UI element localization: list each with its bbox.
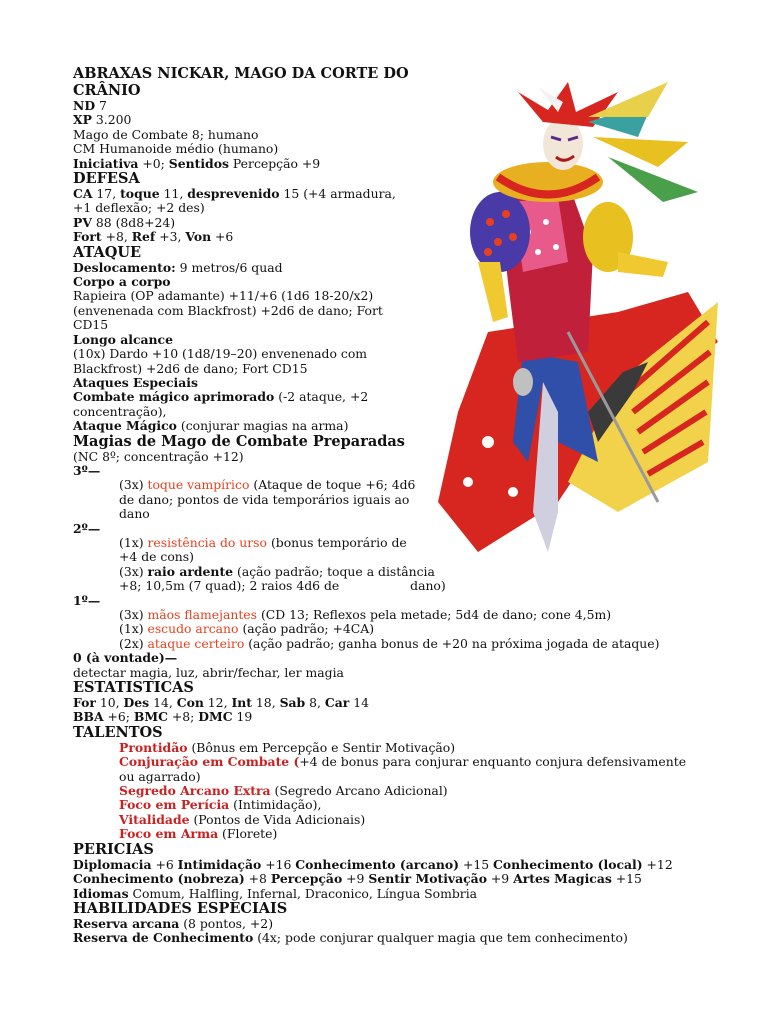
bmc-value: +8; [167,709,199,725]
skill-label: Percepção [270,871,343,887]
idiomas-label: Idiomas [73,885,129,901]
heading-ataque: ATAQUE [73,243,142,261]
heading-magias: Magias de Mago de Combate Preparadas [73,432,405,450]
nd-value: 7 [99,98,107,113]
spell-desc: (bonus temporário de +4 de cons) [119,534,407,565]
senses-label: Sentidos [168,155,229,171]
pv-value: 88 (8d8+24) [91,214,176,230]
desprevenido-label: desprevenido [187,186,280,202]
xp-value: 3.200 [95,112,132,128]
class-line: Mago de Combate 8; humano [73,126,259,142]
ca-label: CA [73,186,93,202]
skill-value: +15 [611,871,642,887]
skill-label: Intimidação [177,856,262,872]
spell-qty: (3x) [119,477,148,493]
spell-maos-flamejantes: mãos flamejantes [147,607,257,622]
sab-label: Sab [279,695,306,711]
bmc-label: BMC [133,709,168,725]
ability-scores [73,696,713,710]
feat-desc: (Bônus em Percepção e Sentir Motivação) [187,739,456,755]
feat-desc: (Pontos de Vida Adicionais) [189,811,366,827]
feat-vitalidade: Vitalidade [119,811,190,827]
spell-ataque-certeiro: ataque certeiro [147,635,245,651]
reserva-conhecimento-label: Reserva de Conhecimento [73,930,254,946]
des-value: 14, [149,695,177,711]
longo-alcance-label: Longo alcance [73,331,173,347]
skill-value: +8 [244,871,271,887]
feat-foco-em-pericia: Foco em Perícia [119,797,230,813]
page-title: ABRAXAS NICKAR, MAGO DA CORTE DO CRÂNIO [73,65,409,99]
skill-value: +15 [459,856,494,872]
dmc-value: 19 [232,709,253,725]
spell-escudo-arcano: escudo arcano [147,621,239,637]
ca-value: 17, [92,186,121,202]
level-3-label: 3º— [73,462,101,478]
skill-value: +6 [151,856,178,872]
corpo-a-corpo-value: Rapieira (OP adamante) +11/+6 (1d6 18-20/x2) (envenenada com Blackfrost) +2d6 de dano; Fort CD15 [73,288,383,333]
spell-resistencia-do-urso: resistência do urso [147,534,267,550]
level-2-label: 2º— [73,520,101,536]
corpo-a-corpo-label: Corpo a corpo [73,274,171,290]
level-1-label: 1º— [73,592,101,608]
spell-desc: (ação padrão; ganha bonus de +20 na próxima jogada de ataque) [244,635,660,651]
feat-conjuracao-em-combate: Conjuração em Combate ( [119,754,300,770]
spell-desc: (Ataque de toque +6; 4d6 de dano; pontos de vida temporários iguais ao dano [119,477,416,522]
combate-magico-label: Combate mágico aprimorado [73,389,275,405]
heading-talentos: TALENTOS [73,723,163,741]
fort-label: Fort [73,229,102,245]
skill-value: +9 [342,871,369,887]
bba-value: +6; [103,709,134,725]
spell-toque-vampirico: toque vampírico [147,477,250,493]
for-value: 10, [95,695,124,711]
int-label: Int [231,695,252,711]
skill-label: Diplomacia [73,856,152,872]
feat-foco-em-arma: Foco em Arma [119,826,219,842]
feat-desc: +4 de bonus para conjurar enquanto conjura defensivamente ou agarrado) [119,754,687,784]
con-label: Con [176,695,204,711]
dmc-label: DMC [198,709,233,725]
ref-value: +3, [155,229,186,245]
pv-label: PV [73,214,92,230]
skill-label: Conhecimento (arcano) [295,856,460,872]
des-label: Des [123,695,150,711]
spell-desc: (ação padrão; +4CA) [238,621,375,637]
car-label: Car [324,695,350,711]
feat-desc: (Segredo Arcano Adicional) [270,783,448,799]
spell-qty: (1x) [119,621,148,637]
spell-raio-ardente: raio ardente [147,563,234,579]
reserva-arcana-value: (8 pontos, +2) [179,915,274,931]
von-value: +6 [211,229,234,245]
init-label: Iniciativa [73,155,139,171]
longo-alcance-value: (10x) Dardo +10 (1d8/19–20) envenenado com Blackfrost) +2d6 de dano; Fort CD15 [73,346,368,376]
skill-value: +12 [642,856,673,872]
con-value: 12, [203,695,232,711]
ataque-magico-value: (conjurar magias na arma) [176,418,349,434]
combat-stats [73,710,713,724]
level-0-label: 0 (à vontade)— [73,650,178,666]
init-value: +0; [138,155,169,171]
heading-habilidades: HABILIDADES ESPECIAIS [73,899,288,917]
heading-defesa: DEFESA [73,170,140,188]
von-label: Von [185,229,212,245]
ataques-especiais-label: Ataques Especiais [73,374,198,390]
cantrips: detectar magia, luz, abrir/fechar, ler magia [73,664,344,680]
nd-label: ND [73,98,96,113]
feat-desc: (Florete) [218,826,278,842]
skill-label: Artes Magicas [513,871,612,887]
skill-label: Sentir Motivação [368,871,487,887]
skill-value: +16 [261,856,296,872]
int-value: 18, [251,695,280,711]
spell-qty: (3x) [119,563,148,579]
combate-magico-value: (-2 ataque, +2 concentração), [73,389,369,419]
nc-line: (NC 8º; concentração +12) [73,448,244,464]
xp-label: XP [73,112,92,128]
toque-value: 11, [159,186,188,202]
for-label: For [73,695,96,711]
heading-estatisticas: ESTATISTICAS [73,679,194,697]
deslocamento-label: Deslocamento: [73,259,176,275]
spell-qty: (2x) [119,635,148,651]
sab-value: 8, [305,695,325,711]
type-line: CM Humanoide médio (humano) [73,141,279,157]
spell-desc: (ação padrão; toque a distância +8; 10,5m (7 quad); 2 raios 4d6 de dano) [119,563,446,594]
reserva-conhecimento-value: (4x; pode conjurar qualquer magia que tem conhecimento) [253,930,628,946]
feat-prontidao: Prontidão [119,739,188,755]
skill-label: Conhecimento (local) [493,856,643,872]
feat-desc: (Intimidação), [229,797,322,813]
stat-block [73,66,713,946]
skill-label: Conhecimento (nobreza) [73,871,245,887]
heading-pericias: PERICIAS [73,840,154,858]
reserva-arcana-label: Reserva arcana [73,915,180,931]
bba-label: BBA [73,709,104,725]
ataque-magico-label: Ataque Mágico [73,418,177,434]
spell-qty: (3x) [119,607,148,622]
senses-value: Percepção +9 [228,155,321,171]
desprevenido-value: 15 (+4 armadura, +1 deflexão; +2 des) [73,186,396,216]
skill-value: +9 [486,871,514,887]
idiomas-value: Comum, Halfling, Infernal, Draconico, Língua Sombria [128,885,478,901]
car-value: 14 [349,695,370,711]
ref-label: Ref [131,229,156,245]
spell-qty: (1x) [119,534,148,550]
deslocamento-value: 9 metros/6 quad [175,259,283,275]
toque-label: toque [120,186,160,202]
fort-value: +8, [101,229,132,245]
spell-desc: (CD 13; Reflexos pela metade; 5d4 de dano; cone 4,5m) [257,607,612,622]
feat-segredo-arcano-extra: Segredo Arcano Extra [119,783,271,799]
